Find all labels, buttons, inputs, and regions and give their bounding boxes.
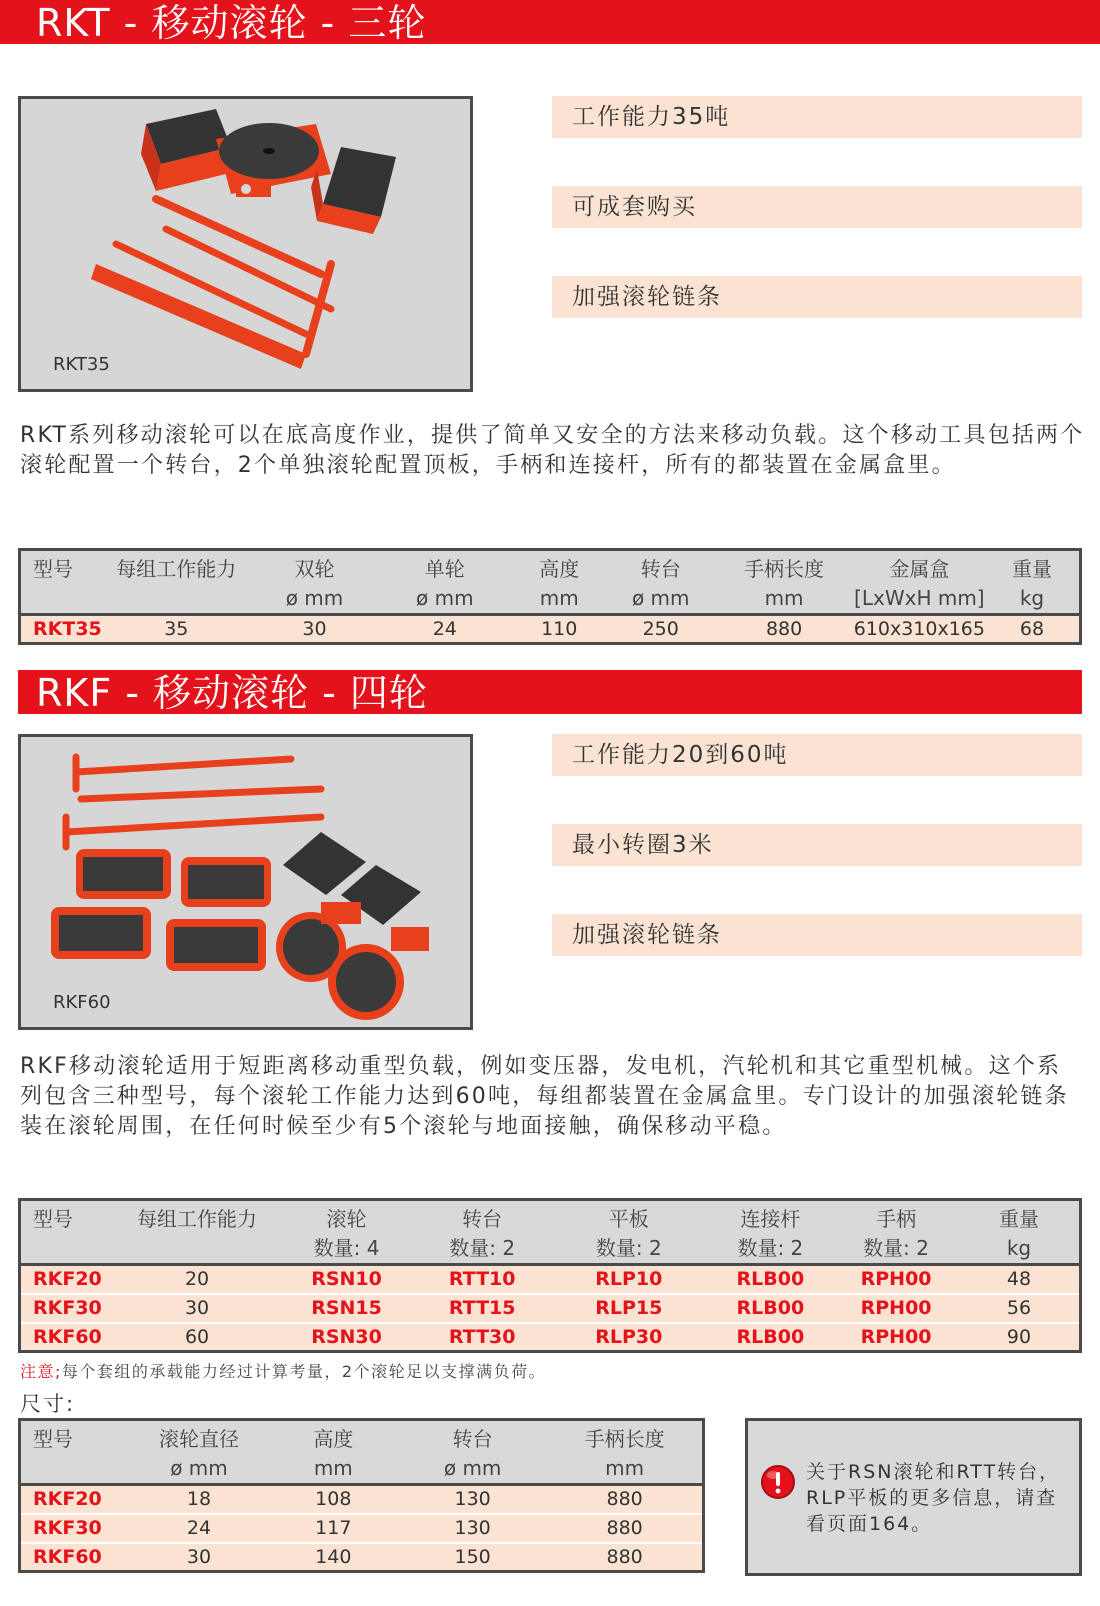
- rkt35-illustration: [21, 99, 470, 389]
- header-cell: 平板 数量: 2: [550, 1200, 708, 1265]
- table-cell: RLP30: [550, 1323, 708, 1352]
- product-photo-rkf60: [18, 734, 473, 1030]
- table-cell: 30: [251, 615, 378, 644]
- feature-chain: 加强滚轮链条: [552, 914, 1082, 956]
- table-cell: 880: [547, 1514, 703, 1543]
- table-cell: 20: [115, 1265, 278, 1294]
- table-row: [20, 1265, 1081, 1294]
- table-cell: 880: [547, 1543, 703, 1572]
- header-cell: 重量 kg: [985, 550, 1081, 615]
- section-title-rkf: RKF - 移动滚轮 - 四轮: [18, 670, 1082, 714]
- table-header-row: [20, 550, 1081, 615]
- table-cell: 150: [398, 1543, 547, 1572]
- header-cell: 型号: [20, 1420, 130, 1485]
- table-cell: 90: [959, 1323, 1081, 1352]
- table-cell: 56: [959, 1294, 1081, 1323]
- table-row: [20, 615, 1081, 644]
- table-cell: 117: [269, 1514, 398, 1543]
- photo-caption: RKT35: [53, 354, 110, 375]
- table-cell: 30: [129, 1543, 268, 1572]
- header-cell: 型号: [20, 550, 102, 615]
- feature-set-purchase: 可成套购买: [552, 186, 1082, 228]
- table-header-row: [20, 1420, 704, 1485]
- table-cell: 60: [115, 1323, 278, 1352]
- rkf-description: RKF移动滚轮适用于短距离移动重型负载，例如变压器，发电机，汽轮机和其它重型机械。这个系列包含三种型号，每个滚轮工作能力达到60吨，每组都装置在金属盒里。专门设计的加强滚轮链条装在滚轮周围，在任何时候至少有5个滚轮与地面接触，确保移动平稳。: [20, 1054, 1069, 1139]
- size-label: 尺寸:: [20, 1392, 76, 1416]
- table-cell: RLB00: [708, 1323, 834, 1352]
- table-cell: 18: [129, 1485, 268, 1514]
- table-cell: RLB00: [708, 1265, 834, 1294]
- table-cell: 35: [102, 615, 251, 644]
- model-cell: RKF20: [20, 1485, 130, 1514]
- header-cell: 手柄 数量: 2: [833, 1200, 959, 1265]
- feature-turning-radius: 最小转圈3米: [552, 824, 1082, 866]
- model-cell: RKF60: [20, 1543, 130, 1572]
- table-cell: RTT30: [414, 1323, 550, 1352]
- header-cell: 滚轮直径 ø mm: [129, 1420, 268, 1485]
- table-cell: 250: [607, 615, 714, 644]
- header-cell: 转台 数量: 2: [414, 1200, 550, 1265]
- table-cell: 110: [511, 615, 607, 644]
- header-cell: 高度 mm: [269, 1420, 398, 1485]
- feature-capacity: 工作能力20到60吨: [552, 734, 1082, 776]
- rkt-spec-table: [18, 548, 1082, 645]
- table-row: [20, 1543, 704, 1572]
- feature-capacity: 工作能力35吨: [552, 96, 1082, 138]
- photo-caption: RKF60: [53, 992, 111, 1013]
- table-cell: RSN10: [279, 1265, 415, 1294]
- table-cell: RSN15: [279, 1294, 415, 1323]
- model-cell: RKF30: [20, 1294, 116, 1323]
- table-cell: 68: [985, 615, 1081, 644]
- table-cell: RTT10: [414, 1265, 550, 1294]
- rkt-description: RKT系列移动滚轮可以在底高度作业，提供了简单又安全的方法来移动负载。这个移动工具包括两个滚轮配置一个转台，2个单独滚轮配置顶板，手柄和连接杆，所有的都装置在金属盒里。: [20, 423, 1085, 478]
- table-cell: 48: [959, 1265, 1081, 1294]
- table-cell: 130: [398, 1514, 547, 1543]
- table-cell: 140: [269, 1543, 398, 1572]
- header-cell: 转台 ø mm: [398, 1420, 547, 1485]
- table-header-row: [20, 1200, 1081, 1265]
- header-cell: 手柄长度 mm: [714, 550, 853, 615]
- table-cell: 610x310x165: [854, 615, 985, 644]
- table-cell: RTT15: [414, 1294, 550, 1323]
- header-cell: 型号: [20, 1200, 116, 1265]
- rkf-size-table: [18, 1418, 705, 1573]
- table-cell: RPH00: [833, 1294, 959, 1323]
- table-cell: RPH00: [833, 1265, 959, 1294]
- info-text: 关于RSN滚轮和RTT转台，RLP平板的更多信息，请查看页面164。: [806, 1461, 1061, 1535]
- table-cell: 24: [378, 615, 511, 644]
- table-row: [20, 1485, 704, 1514]
- model-cell: RKF60: [20, 1323, 116, 1352]
- table-cell: 880: [547, 1485, 703, 1514]
- table-row: [20, 1323, 1081, 1352]
- table-cell: 24: [129, 1514, 268, 1543]
- model-cell: RKF20: [20, 1265, 116, 1294]
- header-cell: 每组工作能力: [102, 550, 251, 615]
- table-cell: RLP10: [550, 1265, 708, 1294]
- table-cell: 130: [398, 1485, 547, 1514]
- warning-icon: [760, 1464, 796, 1500]
- header-cell: 单轮 ø mm: [378, 550, 511, 615]
- rkf60-illustration: [21, 737, 470, 1027]
- feature-chain: 加强滚轮链条: [552, 276, 1082, 318]
- section-title-rkt: RKT - 移动滚轮 - 三轮: [0, 0, 1100, 44]
- note-text: 每个套组的承载能力经过计算考量，2个滚轮足以支撑满负荷。: [61, 1362, 547, 1381]
- note-prefix: 注意;: [20, 1362, 62, 1381]
- model-cell: RKF30: [20, 1514, 130, 1543]
- table-cell: 880: [714, 615, 853, 644]
- header-cell: 双轮 ø mm: [251, 550, 378, 615]
- model-cell: RKT35: [20, 615, 102, 644]
- table-cell: 108: [269, 1485, 398, 1514]
- header-cell: 手柄长度 mm: [547, 1420, 703, 1485]
- table-cell: RPH00: [833, 1323, 959, 1352]
- header-cell: 滚轮 数量: 4: [279, 1200, 415, 1265]
- table-cell: RLP15: [550, 1294, 708, 1323]
- table-row: [20, 1514, 704, 1543]
- header-cell: 高度 mm: [511, 550, 607, 615]
- info-box: [745, 1418, 1082, 1576]
- rkf-spec-table: [18, 1198, 1082, 1353]
- table-cell: RSN30: [279, 1323, 415, 1352]
- capacity-note: [20, 1359, 546, 1382]
- product-photo-rkt35: [18, 96, 473, 392]
- header-cell: 转台 ø mm: [607, 550, 714, 615]
- header-cell: 金属盒 [LxWxH mm]: [854, 550, 985, 615]
- table-cell: 30: [115, 1294, 278, 1323]
- header-cell: 重量 kg: [959, 1200, 1081, 1265]
- header-cell: 连接杆 数量: 2: [708, 1200, 834, 1265]
- table-cell: RLB00: [708, 1294, 834, 1323]
- table-row: [20, 1294, 1081, 1323]
- header-cell: 每组工作能力: [115, 1200, 278, 1265]
